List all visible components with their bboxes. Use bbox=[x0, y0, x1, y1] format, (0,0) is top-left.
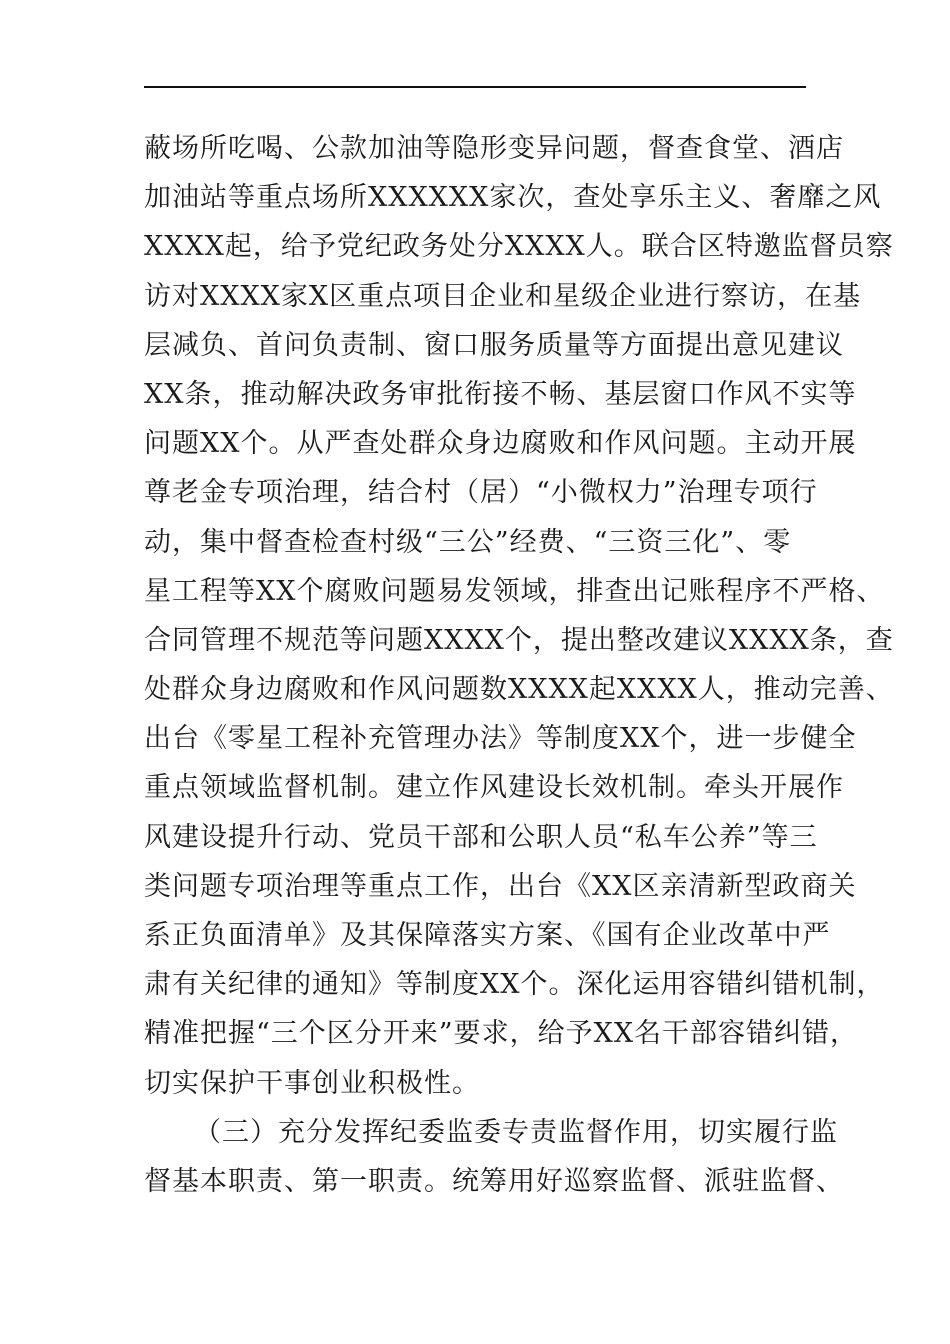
text-line: 风建设提升行动、党员干部和公职人员“私车公养”等三 bbox=[144, 821, 818, 853]
header-rule bbox=[144, 86, 806, 88]
body-text bbox=[144, 124, 894, 1206]
text-line: 督基本职责、第一职责。统筹用好巡察监督、派驻监督、 bbox=[144, 1165, 844, 1197]
section-heading-line: （三）充分发挥纪委监委专责监督作用，切实履行监 bbox=[194, 1116, 838, 1148]
text-line: 系正负面清单》及其保障落实方案、《国有企业改革中严 bbox=[144, 920, 831, 951]
text-line: 问题XX个。从严查处群众身边腐败和作风问题。主动开展 bbox=[144, 428, 857, 460]
text-line: 访对XXXX家X区重点项目企业和星级企业进行察访，在基 bbox=[144, 280, 862, 312]
text-line: 加油站等重点场所XXXXXX家次，查处享乐主义、奢靡之风 bbox=[144, 182, 882, 214]
text-line: 类问题专项治理等重点工作，出台《XX区亲清新型政商关 bbox=[144, 870, 857, 902]
text-line: 出台《零星工程补充管理办法》等制度XX个，进一步健全 bbox=[144, 723, 857, 755]
text-line: 切实保护干事创业积极性。 bbox=[144, 1067, 480, 1099]
text-line: 层减负、首问负责制、窗口服务质量等方面提出意见建议 bbox=[144, 329, 844, 361]
text-line: 精准把握“三个区分开来”要求，给予XX名干部容错纠错， bbox=[144, 1018, 859, 1050]
text-line: 肃有关纪律的通知》等制度XX个。深化运用容错纠错机制， bbox=[144, 969, 885, 1001]
text-line: 处群众身边腐败和作风问题数XXXX起XXXX人，推动完善、 bbox=[144, 674, 894, 706]
text-line: XXXX起，给予党纪政务处分XXXX人。联合区特邀监督员察 bbox=[144, 231, 894, 263]
text-line: XX条，推动解决政务审批衔接不畅、基层窗口作风不实等 bbox=[144, 378, 857, 410]
text-line: 合同管理不规范等问题XXXX个，提出整改建议XXXX条，查 bbox=[144, 624, 894, 656]
text-line: 尊老金专项治理，结合村（居）“小微权力”治理专项行 bbox=[144, 477, 818, 509]
text-line: 星工程等XX个腐败问题易发领域，排查出记账程序不严格、 bbox=[144, 575, 885, 607]
text-line: 蔽场所吃喝、公款加油等隐形变异问题，督查食堂、酒店 bbox=[144, 133, 844, 164]
text-line: 重点领域监督机制。建立作风建设长效机制。牵头开展作 bbox=[144, 772, 844, 804]
text-line: 动，集中督查检查村级“三公”经费、“三资三化”、零 bbox=[144, 526, 792, 558]
